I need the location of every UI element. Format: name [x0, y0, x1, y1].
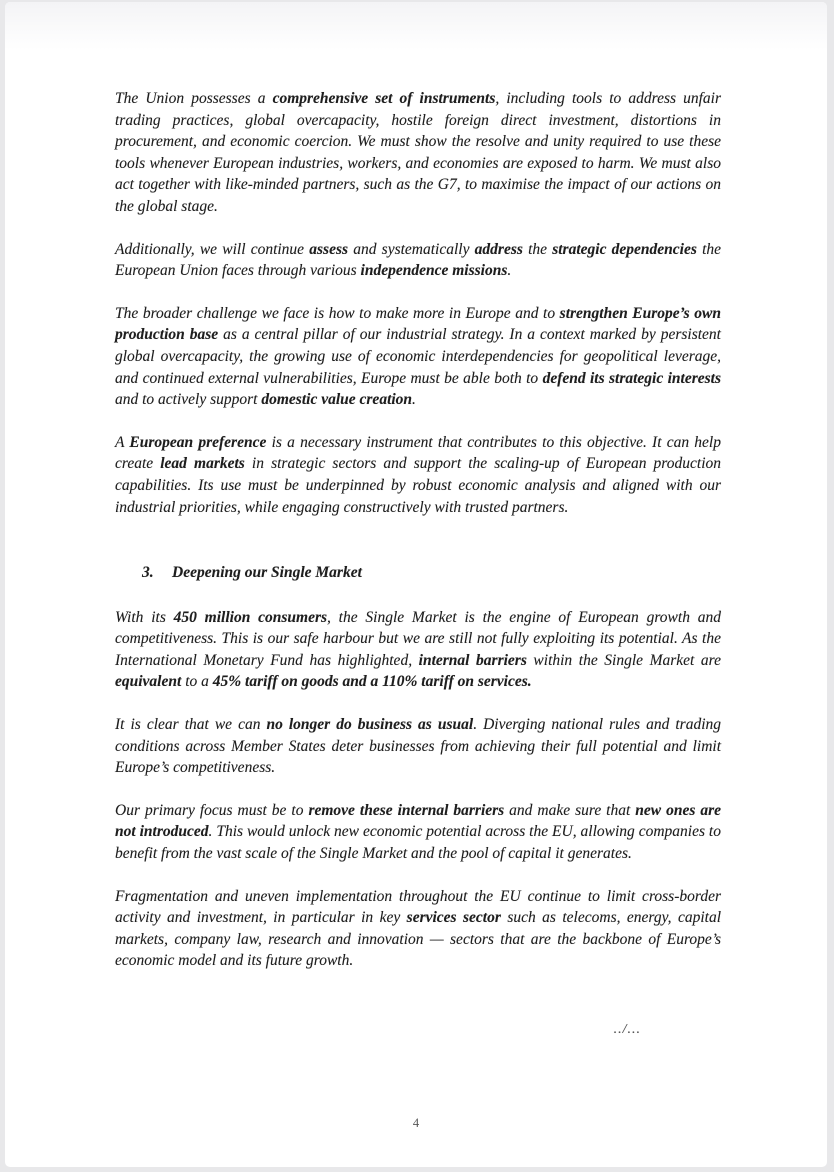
paragraph: With its 450 million consumers, the Single Market is the engine of European growth and competitiveness. This is our safe harbour but we are still not fully exploiting its potential. As the International Monetary Fund has highlighted, internal barriers within the Single Market are equivalent to a 45% tariff on goods and a 110% tariff on services. — [115, 608, 721, 691]
page-body-text — [115, 88, 721, 1041]
paragraph: The Union possesses a comprehensive set of instruments, including tools to address unfair trading practices, global overcapacity, hostile foreign direct investment, distortions in procurement, and economic coercion. We must show the resolve and unity required to use these tools whenever European industries, workers, and economies are exposed to harm. We must also act together with like-minded partners, such as the G7, to maximise the impact of our actions on the global stage. — [115, 90, 722, 215]
paragraph: Additionally, we will continue assess and systematically address the strategic dependencies the European Union faces through various independence missions. — [115, 240, 722, 280]
section-heading-number: 3. — [142, 564, 154, 582]
page-number: 4 — [412, 1116, 420, 1130]
paragraph: The broader challenge we face is how to make more in Europe and to strengthen Europe’s own production base as a central pillar of our industrial strategy. In a context marked by persistent global overcapacity, the growing use of economic interdependencies for geopolitical leverage, and continued external vulnerabilities, Europe must be able both to defend its strategic interests and to actively support domestic value creation. — [115, 304, 722, 409]
section-heading-label: Deepening our Single Market — [172, 564, 362, 582]
continuation-mark: ../... — [613, 1022, 641, 1037]
section-heading — [142, 562, 721, 584]
paragraph: Our primary focus must be to remove these internal barriers and make sure that new ones are not introduced. This would unlock new economic potential across the EU, allowing companies to benefit from the vast scale of the Single Market and the pool of capital it generates. — [115, 801, 721, 863]
paragraph: A European preference is a necessary instrument that contributes to this objective. It can help create lead markets in strategic sectors and support the scaling-up of European production capabilities. Its use must be underpinned by robust economic analysis and aligned with our industrial priorities, while engaging constructively with trusted partners. — [115, 433, 722, 516]
paragraph: Fragmentation and uneven implementation throughout the EU continue to limit cross-border activity and investment, in particular in key services sector such as telecoms, energy, capital markets, company law, research and innovation — sectors that are the backbone of Europe’s economic model and its future growth. — [115, 887, 721, 970]
paragraph: It is clear that we can no longer do business as usual. Diverging national rules and trading conditions across Member States deter businesses from achieving their full potential and limit Europe’s competitiveness. — [115, 716, 721, 777]
document-page — [5, 2, 827, 1167]
